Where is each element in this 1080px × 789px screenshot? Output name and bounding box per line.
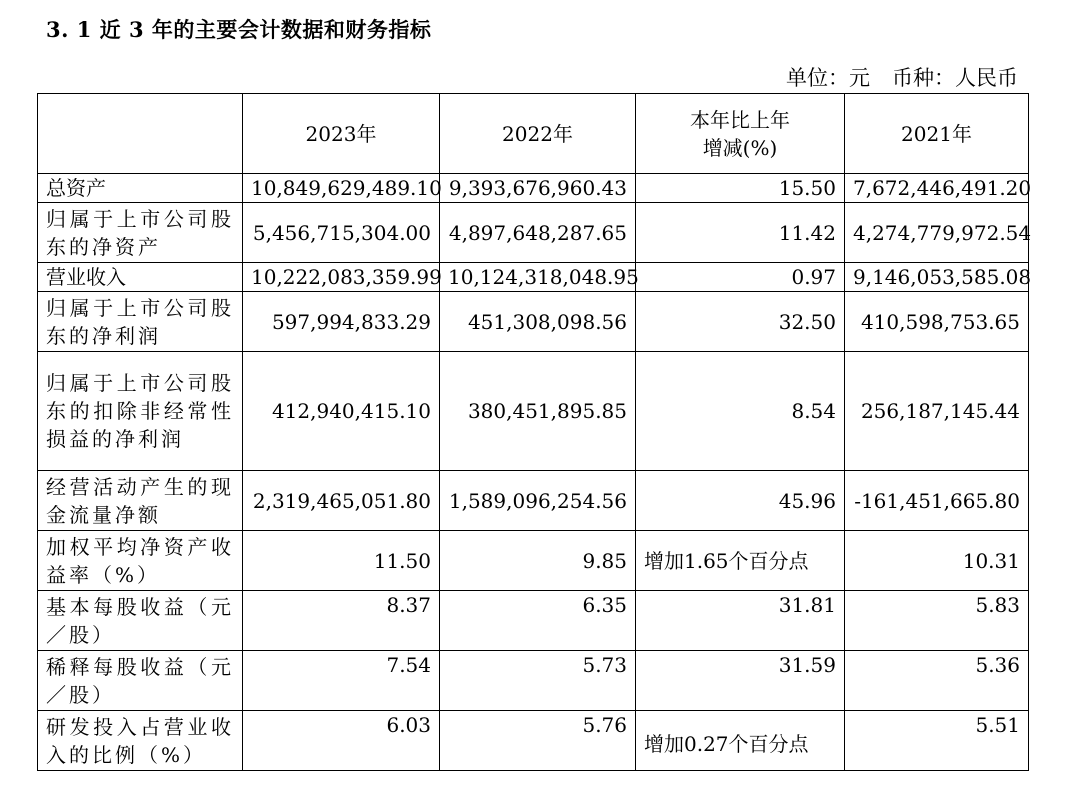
cell-2022: 4,897,648,287.65 [440,203,636,263]
currency-label: 币种：人民币 [892,66,1018,90]
row-label: 归属于上市公司股东的扣除非经常性损益的净利润 [38,352,243,471]
table-row [38,471,1029,531]
cell-2023: 412,940,415.10 [243,352,440,471]
cell-2023: 2,319,465,051.80 [243,471,440,531]
cell-2021: 410,598,753.65 [845,292,1029,352]
header-2021: 2021年 [845,94,1029,174]
table-row [38,263,1029,292]
table-row [38,591,1029,651]
table-row [38,651,1029,711]
financial-data-table [37,93,1032,771]
cell-2022: 380,451,895.85 [440,352,636,471]
table-header-row [38,94,1029,174]
cell-change: 11.42 [636,203,845,263]
unit-currency-line [786,62,1018,92]
cell-change: 31.59 [636,651,845,711]
header-2022: 2022年 [440,94,636,174]
cell-change: 31.81 [636,591,845,651]
cell-change: 增加1.65个百分点 [636,531,845,591]
table-row [38,292,1029,352]
cell-2022: 9.85 [440,531,636,591]
cell-2021: 5.51 [845,711,1029,771]
header-2023: 2023年 [243,94,440,174]
row-label: 总资产 [38,174,243,203]
table-row [38,174,1029,203]
cell-2023: 5,456,715,304.00 [243,203,440,263]
header-change-line1: 本年比上年 [690,107,790,132]
cell-2022: 9,393,676,960.43 [440,174,636,203]
cell-2021: 5.83 [845,591,1029,651]
cell-2022: 5.73 [440,651,636,711]
cell-2021: 256,187,145.44 [845,352,1029,471]
section-title: 3. 1 近 3 年的主要会计数据和财务指标 [46,17,432,42]
unit-label: 单位：元 [786,66,870,90]
row-label: 归属于上市公司股东的净资产 [38,203,243,263]
table-row [38,711,1029,771]
cell-2023: 597,994,833.29 [243,292,440,352]
cell-2023: 10,222,083,359.99 [243,263,440,292]
cell-change: 8.54 [636,352,845,471]
row-label: 经营活动产生的现金流量净额 [38,471,243,531]
table-row [38,203,1029,263]
cell-2023: 8.37 [243,591,440,651]
cell-2022: 10,124,318,048.95 [440,263,636,292]
cell-2022: 451,308,098.56 [440,292,636,352]
cell-2021: 7,672,446,491.20 [845,174,1029,203]
cell-change: 0.97 [636,263,845,292]
row-label: 研发投入占营业收入的比例（%） [38,711,243,771]
cell-2022: 1,589,096,254.56 [440,471,636,531]
row-label: 营业收入 [38,263,243,292]
cell-change: 15.50 [636,174,845,203]
cell-2021: 9,146,053,585.08 [845,263,1029,292]
header-change [636,94,845,174]
table-row [38,352,1029,471]
cell-2021: 5.36 [845,651,1029,711]
cell-change: 32.50 [636,292,845,352]
cell-change: 45.96 [636,471,845,531]
row-label: 归属于上市公司股东的净利润 [38,292,243,352]
cell-2021: -161,451,665.80 [845,471,1029,531]
header-label-cell [38,94,243,174]
cell-2023: 11.50 [243,531,440,591]
cell-change: 增加0.27个百分点 [636,711,845,771]
header-change-line2: 增减(%) [702,135,778,160]
table-row [38,531,1029,591]
cell-2023: 10,849,629,489.10 [243,174,440,203]
cell-2023: 6.03 [243,711,440,771]
row-label: 稀释每股收益（元／股） [38,651,243,711]
cell-2023: 7.54 [243,651,440,711]
cell-2022: 6.35 [440,591,636,651]
row-label: 基本每股收益（元／股） [38,591,243,651]
cell-2021: 4,274,779,972.54 [845,203,1029,263]
row-label: 加权平均净资产收益率（%） [38,531,243,591]
cell-2021: 10.31 [845,531,1029,591]
cell-2022: 5.76 [440,711,636,771]
